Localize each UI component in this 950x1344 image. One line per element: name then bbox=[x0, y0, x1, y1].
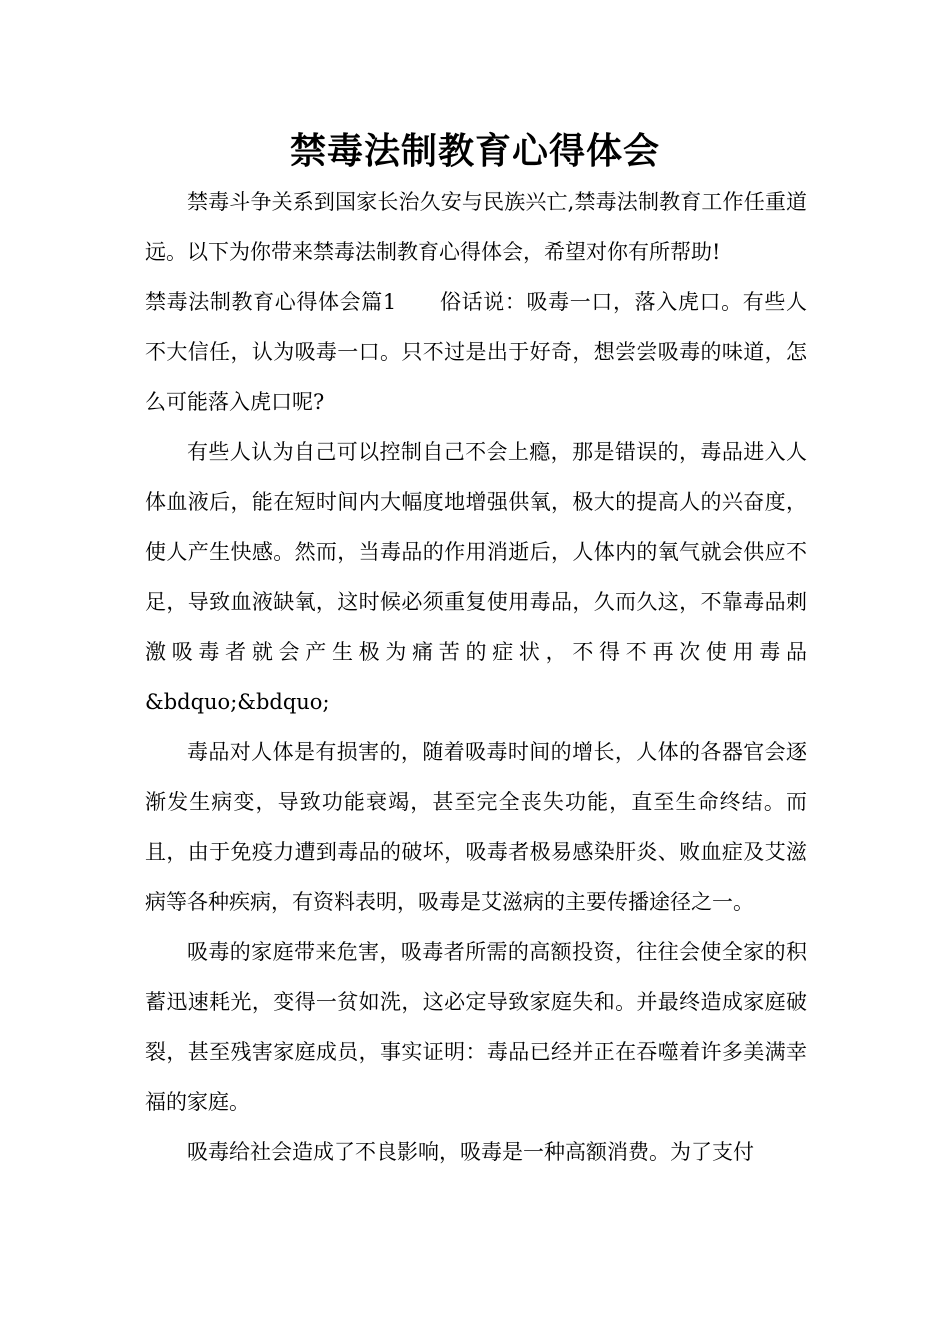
essay-1-opening-paragraph: 禁毒法制教育心得体会篇1 俗话说：吸毒一口，落入虎口。有些人不大信任，认为吸毒一口。只不过是出于好奇，想尝尝吸毒的味道，怎么可能落入虎口呢? bbox=[145, 290, 807, 414]
document-title: 禁毒法制教育心得体会 bbox=[289, 131, 660, 172]
society-harm-paragraph: 吸毒给社会造成了不良影响，吸毒是一种高额消费。为了支付 bbox=[187, 1140, 754, 1164]
intro-paragraph: 禁毒斗争关系到国家长治久安与民族兴亡,禁毒法制教育工作任重道远。以下为你带来禁毒法制教育心得体会，希望对你有所帮助! bbox=[145, 190, 807, 264]
addiction-paragraph: 有些人认为自己可以控制自己不会上瘾，那是错误的，毒品进入人体血液后，能在短时间内大幅度地增强供氧，极大的提高人的兴奋度，使人产生快感。然而，当毒品的作用消逝后，人体内的氧气就会供应不足，导致血液缺氧，这时候必须重复使用毒品，久而久这，不靠毒品刺激吸毒者就会产生极为痛苦的症状，不得不再次使用毒品&bdquo;&bdquo; bbox=[145, 440, 807, 714]
family-harm-paragraph: 吸毒的家庭带来危害，吸毒者所需的高额投资，往往会使全家的积蓄迅速耗光，变得一贫如洗，这必定导致家庭失和。并最终造成家庭破裂，甚至残害家庭成员，事实证明：毒品已经并正在吞噬着许多美满幸福的家庭。 bbox=[145, 940, 807, 1114]
health-harm-paragraph: 毒品对人体是有损害的，随着吸毒时间的增长，人体的各器官会逐渐发生病变，导致功能衰竭，甚至完全丧失功能，直至生命终结。而且，由于免疫力遭到毒品的破坏，吸毒者极易感染肝炎、败血症及艾滋病等各种疾病，有资料表明，吸毒是艾滋病的主要传播途径之一。 bbox=[145, 740, 807, 914]
document-body bbox=[145, 177, 807, 1177]
